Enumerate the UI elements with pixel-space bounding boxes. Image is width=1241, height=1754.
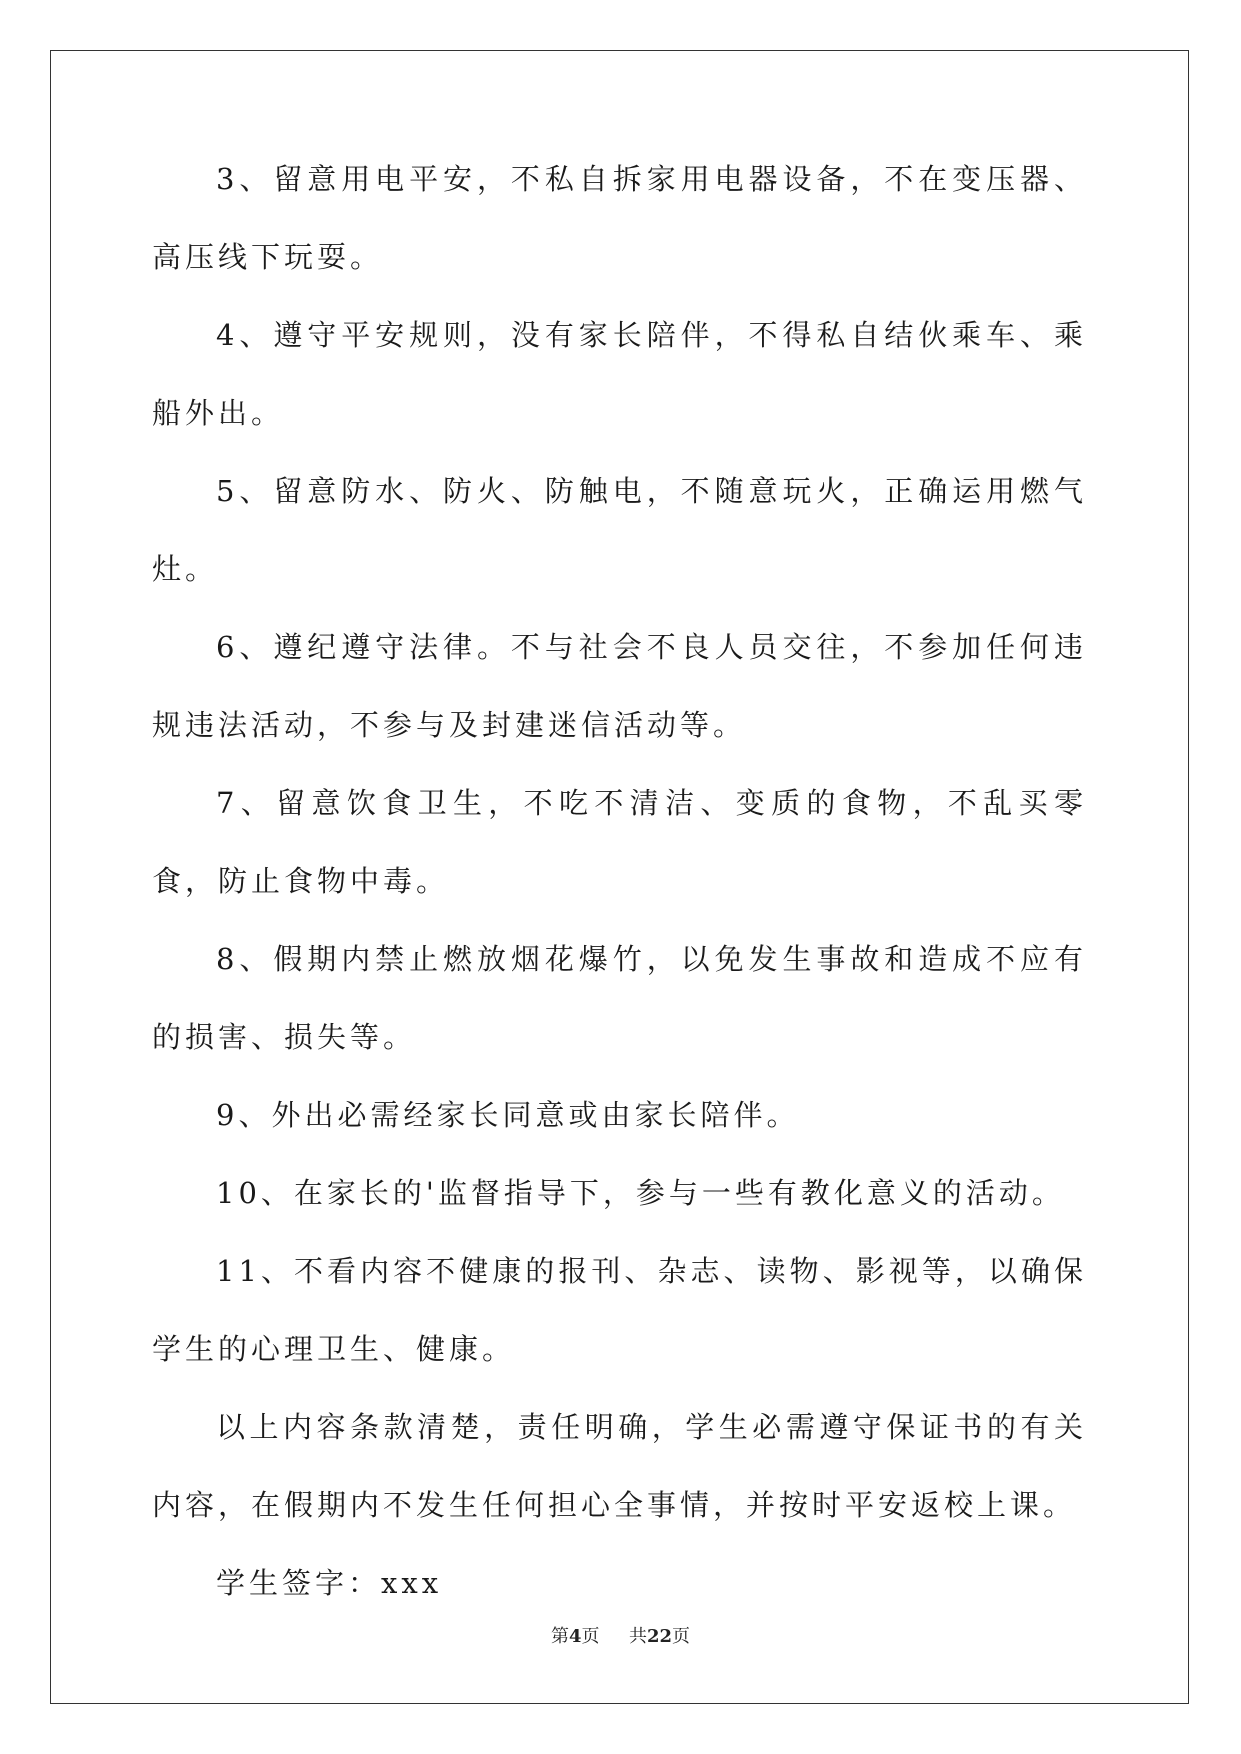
paragraph-item-9: 9、外出必需经家长同意或由家长陪伴。 xyxy=(216,1098,800,1132)
page-footer xyxy=(0,1622,1241,1648)
footer-page-suffix: 页 xyxy=(581,1626,600,1647)
student-signature-line: 学生签字：xxx xyxy=(216,1566,443,1600)
paragraph-item-7: 7、留意饮食卫生，不吃不清洁、变质的食物，不乱买零食，防止食物中毒。 xyxy=(152,786,1087,898)
paragraph-item-4: 4、遵守平安规则，没有家长陪伴，不得私自结伙乘车、乘船外出。 xyxy=(152,318,1087,430)
document-body xyxy=(152,140,1087,1622)
footer-page-prefix: 第 xyxy=(550,1626,569,1647)
paragraph-conclusion: 以上内容条款清楚，责任明确，学生必需遵守保证书的有关内容，在假期内不发生任何担心全事情，并按时平安返校上课。 xyxy=(152,1410,1087,1522)
paragraph-item-11: 11、不看内容不健康的报刊、杂志、读物、影视等，以确保学生的心理卫生、健康。 xyxy=(152,1254,1087,1366)
paragraph-item-6: 6、遵纪遵守法律。不与社会不良人员交往，不参加任何违规违法活动，不参与及封建迷信活动等。 xyxy=(152,630,1087,742)
footer-total-prefix: 共 xyxy=(628,1626,647,1647)
footer-total-suffix: 页 xyxy=(672,1626,691,1647)
paragraph-item-5: 5、留意防水、防火、防触电，不随意玩火，正确运用燃气灶。 xyxy=(152,474,1087,586)
paragraph-item-10: 10、在家长的'监督指导下，参与一些有教化意义的活动。 xyxy=(216,1176,1065,1210)
footer-total-number: 22 xyxy=(646,1626,673,1647)
footer-page-number: 4 xyxy=(568,1626,582,1647)
paragraph-item-8: 8、假期内禁止燃放烟花爆竹，以免发生事故和造成不应有的损害、损失等。 xyxy=(152,942,1087,1054)
paragraph-item-3: 3、留意用电平安，不私自拆家用电器设备，不在变压器、高压线下玩耍。 xyxy=(152,162,1087,274)
